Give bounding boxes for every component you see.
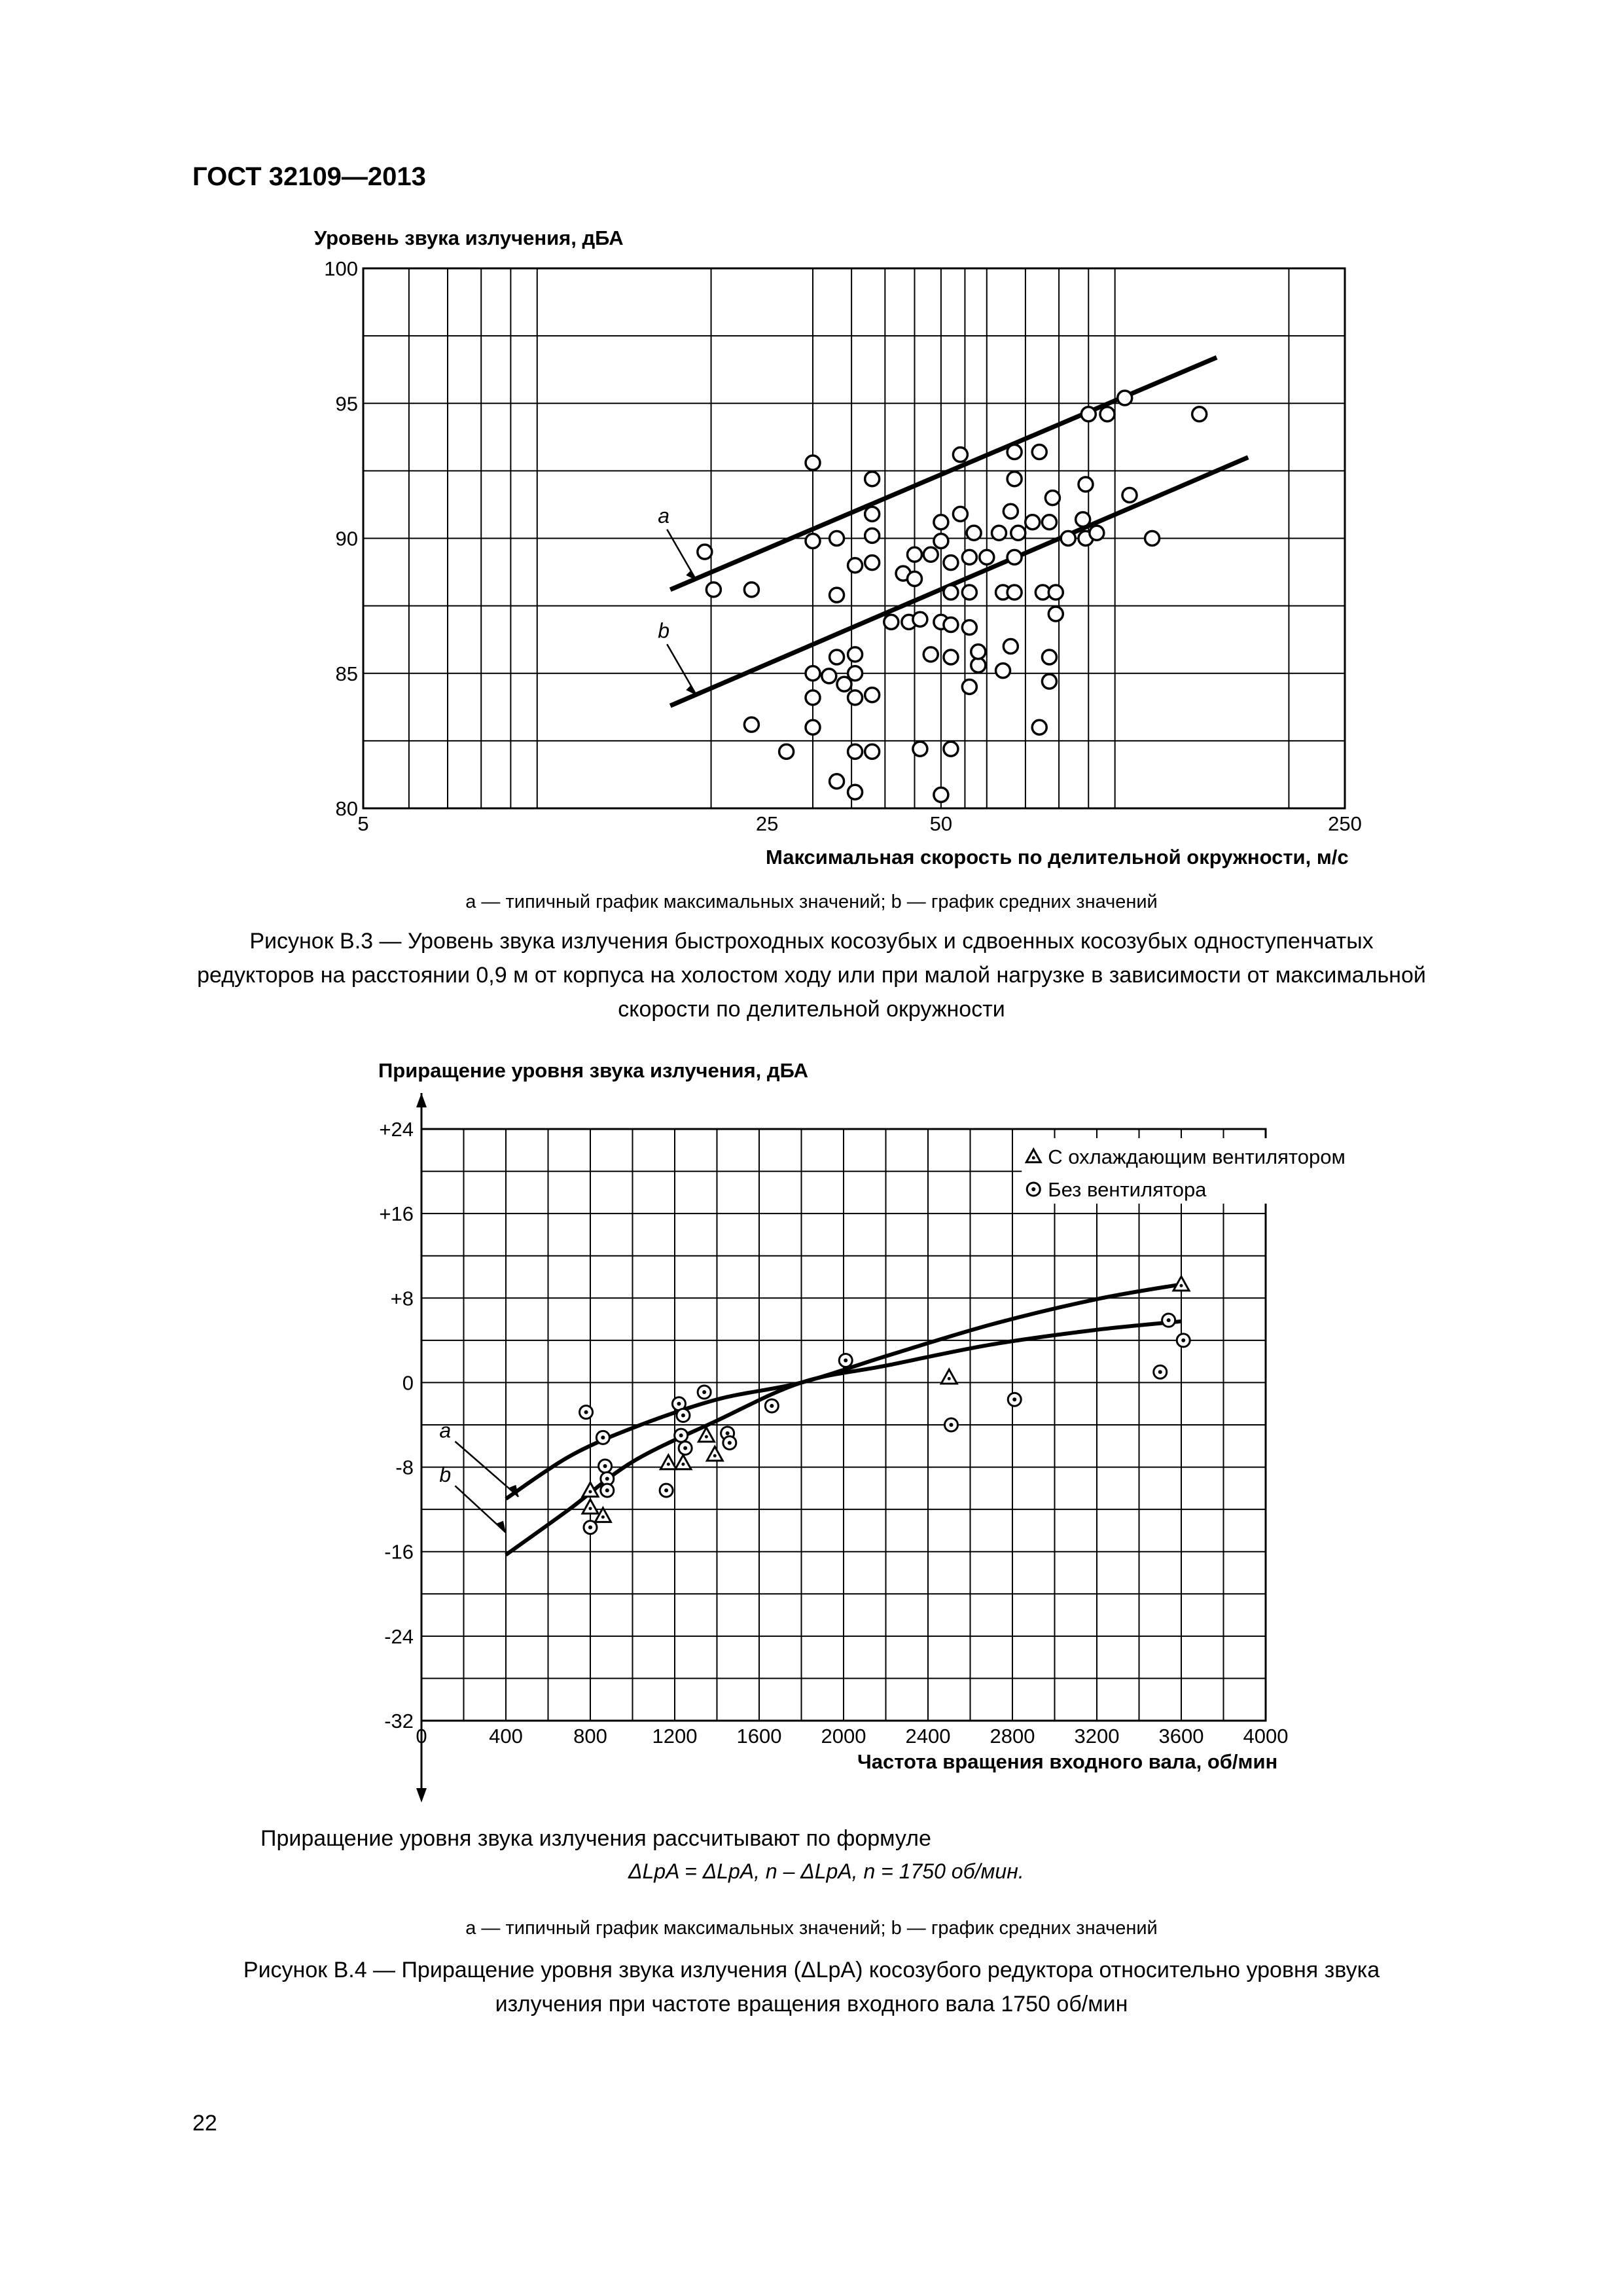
x-tick-label: 25	[755, 812, 779, 835]
x-tick-label: 3200	[1074, 1725, 1120, 1748]
leader-arrowhead-b	[497, 1521, 506, 1533]
data-point-circle-dot	[584, 1410, 588, 1414]
data-point-triangle	[941, 1369, 957, 1384]
data-point	[806, 720, 820, 734]
data-point-circle-dot	[683, 1446, 687, 1450]
trend-line-a	[670, 357, 1217, 590]
legend-marker-triangle-dot	[1032, 1156, 1035, 1159]
data-point-triangle	[707, 1446, 722, 1461]
data-point	[944, 742, 958, 756]
x-tick-label: 1600	[736, 1725, 782, 1748]
data-point	[1048, 585, 1063, 600]
curve-label-a: a	[658, 503, 670, 528]
data-point-triangle-dot	[948, 1377, 951, 1380]
data-point	[1192, 407, 1207, 422]
x-tick-label: 3600	[1158, 1725, 1204, 1748]
data-point	[980, 550, 994, 564]
data-point-circle-dot	[677, 1402, 681, 1406]
data-point-triangle-dot	[589, 1507, 592, 1510]
data-point-triangle-dot	[589, 1490, 592, 1494]
y-tick-label: 95	[335, 392, 358, 416]
x-tick-label: 5	[357, 812, 369, 835]
y-tick-label: -8	[395, 1456, 414, 1479]
figure-b4-chart	[353, 1093, 1346, 1813]
data-point	[830, 531, 844, 546]
data-point	[706, 583, 721, 597]
data-point	[1011, 526, 1026, 540]
data-point	[1032, 720, 1046, 734]
data-point-circle-dot	[601, 1435, 605, 1439]
data-point	[698, 545, 712, 559]
legend-marker-circle-dot	[1031, 1187, 1035, 1191]
data-point	[1100, 407, 1115, 422]
data-point-circle-dot	[681, 1413, 685, 1417]
data-point-triangle-dot	[601, 1515, 605, 1518]
data-point	[996, 664, 1010, 678]
figure-b3-chart	[314, 252, 1374, 884]
data-point	[1026, 515, 1040, 529]
data-point	[1042, 515, 1056, 529]
data-point-circle-dot	[605, 1477, 609, 1480]
document-title: ГОСТ 32109—2013	[192, 162, 426, 191]
x-tick-label: 800	[573, 1725, 607, 1748]
data-point	[971, 645, 986, 659]
down-arrowhead	[416, 1788, 427, 1803]
data-point	[1081, 407, 1096, 422]
data-point-circle-dot	[844, 1359, 847, 1363]
x-tick-label: 4000	[1243, 1725, 1289, 1748]
y-axis-arrowhead	[416, 1093, 427, 1107]
data-point-circle-dot	[728, 1441, 732, 1444]
x-tick-label: 2400	[905, 1725, 951, 1748]
data-point	[913, 742, 927, 756]
data-point	[953, 448, 967, 462]
data-point	[934, 534, 948, 548]
data-point	[971, 658, 986, 672]
data-point-triangle	[660, 1455, 676, 1469]
x-tick-label: 0	[416, 1725, 427, 1748]
data-point	[944, 585, 958, 600]
data-point-circle-dot	[664, 1488, 668, 1492]
data-point	[806, 691, 820, 705]
data-point-circle-dot	[1181, 1338, 1185, 1342]
x-tick-label: 2000	[821, 1725, 866, 1748]
data-point-circle-dot	[588, 1526, 592, 1530]
leader-arrowhead-b	[686, 685, 696, 695]
formula	[628, 1852, 1126, 1892]
data-point	[1090, 526, 1104, 540]
data-point	[1007, 550, 1022, 564]
data-point	[944, 556, 958, 570]
x-tick-label: 250	[1328, 812, 1362, 835]
data-point-triangle-dot	[705, 1435, 708, 1439]
y-tick-label: 90	[335, 527, 358, 550]
b3-x-axis-label: Максимальная скорость по делительной окружности, м/с	[766, 846, 1349, 869]
data-point	[884, 615, 899, 629]
data-point	[865, 507, 880, 521]
data-point	[1007, 472, 1022, 486]
data-point	[1007, 445, 1022, 459]
y-tick-label: 100	[324, 257, 358, 280]
data-point-circle-dot	[679, 1433, 683, 1437]
page-number: 22	[192, 2111, 217, 2136]
y-tick-label: -32	[384, 1710, 414, 1732]
data-point-triangle-dot	[713, 1454, 717, 1458]
data-point	[1079, 477, 1093, 492]
figure-b3-caption: Рисунок В.3 — Уровень звука излучения быстроходных косозубых и сдвоенных косозубых одноступенчатых редукторов на расстоянии 0,9 м от корпуса на холостом ходу или при малой нагрузке в зависимости от максимальной скорости по делительной окружности	[197, 929, 1426, 1022]
x-tick-label: 1200	[652, 1725, 698, 1748]
curve-label-b: b	[439, 1463, 452, 1487]
b4-y-axis-label: Приращение уровня звука излучения, дБА	[378, 1059, 809, 1082]
data-point	[848, 558, 863, 573]
y-tick-label: +16	[379, 1202, 414, 1226]
data-point	[848, 744, 863, 759]
data-point-circle-dot	[1012, 1397, 1016, 1401]
data-point	[1007, 585, 1022, 600]
data-point	[1032, 445, 1046, 459]
figure-b3-legend-note: a — типичный график максимальных значений; b — график средних значений	[465, 891, 1158, 912]
data-point	[962, 679, 976, 694]
curve-label-a: a	[439, 1418, 452, 1443]
data-point	[744, 717, 758, 732]
data-point	[907, 571, 921, 586]
data-point-triangle-dot	[667, 1463, 670, 1466]
data-point	[806, 666, 820, 681]
data-point-circle-dot	[605, 1488, 609, 1492]
data-point	[865, 472, 880, 486]
data-point	[1145, 531, 1160, 546]
data-point	[779, 744, 794, 759]
y-tick-label: +24	[379, 1118, 414, 1141]
data-point	[907, 547, 921, 562]
formula-intro: Приращение уровня звука излучения рассчитывают по формуле	[260, 1826, 931, 1851]
data-point	[848, 691, 863, 705]
data-point-circle-dot	[770, 1404, 774, 1408]
y-tick-label: +8	[390, 1287, 414, 1310]
data-point	[848, 785, 863, 799]
y-tick-label: 85	[335, 662, 358, 685]
data-point	[830, 650, 844, 664]
data-point	[967, 526, 981, 540]
y-tick-label: 0	[402, 1371, 414, 1395]
data-point	[806, 534, 820, 548]
data-point	[1048, 607, 1063, 621]
data-point	[865, 688, 880, 702]
trend-line-b	[670, 457, 1248, 706]
x-tick-label: 50	[929, 812, 953, 835]
data-point	[865, 556, 880, 570]
data-point	[962, 620, 976, 635]
data-point	[865, 528, 880, 543]
data-point	[934, 787, 948, 802]
data-point	[1118, 391, 1132, 405]
data-point	[1042, 650, 1056, 664]
data-point	[934, 515, 948, 529]
y-tick-label: -24	[384, 1624, 414, 1648]
figure-b4-caption: Рисунок В.4 — Приращение уровня звука излучения (ΔLpA) косозубого редуктора относительно уровня звука излучения при частоте вращения входного вала 1750 об/мин	[243, 1958, 1380, 2017]
data-point-circle-dot	[1167, 1318, 1171, 1322]
y-tick-label: -16	[384, 1540, 414, 1564]
data-point-circle-dot	[726, 1431, 730, 1435]
data-point-triangle-dot	[1180, 1284, 1183, 1287]
y-tick-label: 80	[335, 797, 358, 820]
svg-text:ΔLpA = ΔLpA, n – ΔLpA, n = 175: ΔLpA = ΔLpA, n – ΔLpA, n = 1750 об/мин.	[628, 1859, 1024, 1883]
data-point	[923, 647, 938, 662]
data-point	[865, 744, 880, 759]
data-point-circle-dot	[949, 1423, 953, 1427]
data-point	[944, 650, 958, 664]
data-point	[1061, 531, 1075, 546]
data-point	[913, 612, 927, 626]
x-tick-label: 400	[489, 1725, 523, 1748]
data-point	[992, 526, 1007, 540]
data-point	[962, 585, 976, 600]
data-point	[962, 550, 976, 564]
data-point	[1122, 488, 1137, 503]
data-point-triangle	[675, 1455, 691, 1469]
data-point-triangle-dot	[681, 1463, 685, 1466]
data-point	[848, 647, 863, 662]
b3-y-axis-label: Уровень звука излучения, дБА	[314, 226, 624, 249]
data-point	[1076, 512, 1090, 527]
data-point	[830, 774, 844, 789]
curve-label-b: b	[658, 619, 670, 643]
x-tick-label: 2800	[990, 1725, 1035, 1748]
data-point-circle-dot	[1158, 1370, 1162, 1374]
figure-b4-legend-note: a — типичный график максимальных значений; b — график средних значений	[465, 1918, 1158, 1939]
data-point	[1045, 491, 1060, 505]
data-point	[1003, 639, 1018, 654]
data-point	[944, 618, 958, 632]
data-point-circle-dot	[603, 1464, 607, 1468]
data-point-circle-dot	[702, 1390, 706, 1394]
data-point	[923, 547, 938, 562]
data-point	[848, 666, 863, 681]
data-point	[822, 669, 836, 683]
data-point	[806, 456, 820, 470]
legend-label: Без вентилятора	[1048, 1177, 1207, 1201]
data-point	[830, 588, 844, 602]
legend-label: С охлаждающим вентилятором	[1048, 1145, 1346, 1168]
data-point	[744, 583, 758, 597]
data-point-triangle	[582, 1499, 598, 1514]
b4-x-axis-label: Частота вращения входного вала, об/мин	[857, 1750, 1278, 1773]
data-point	[1003, 504, 1018, 518]
data-point	[953, 507, 967, 521]
data-point	[1042, 674, 1056, 689]
leader-line-a	[455, 1441, 518, 1496]
